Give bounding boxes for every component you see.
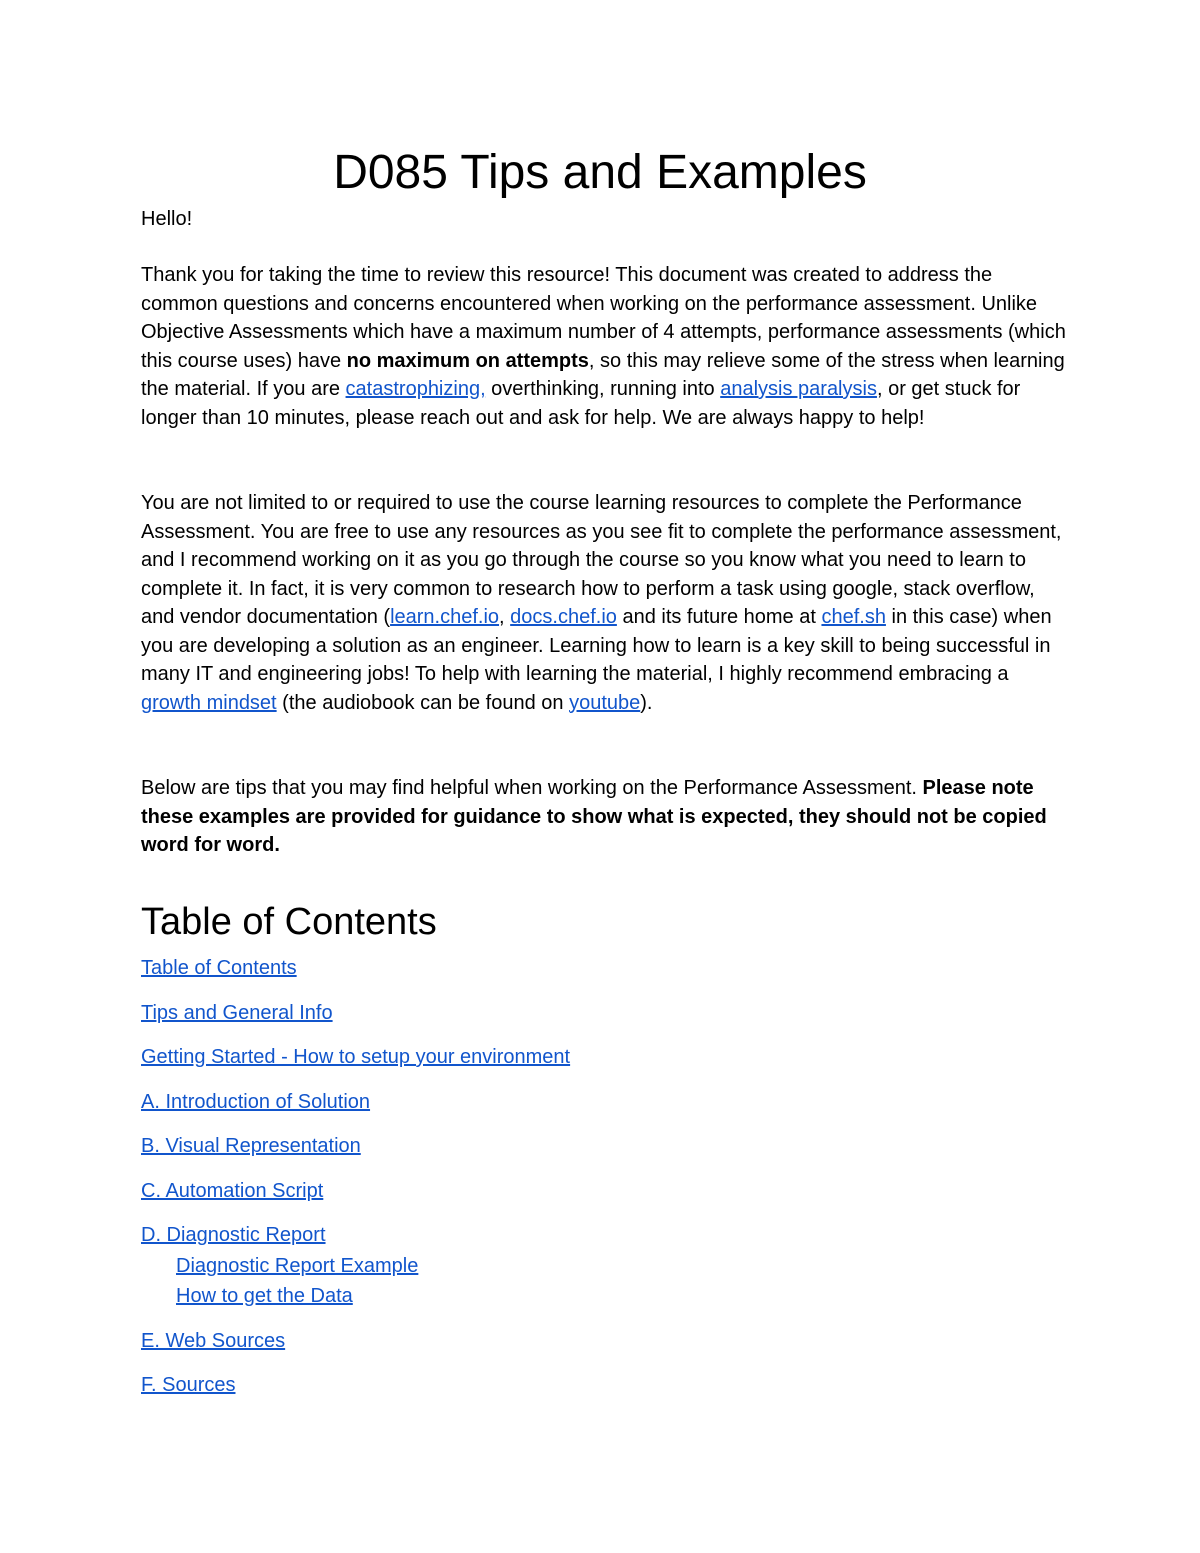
toc-item-tips-general-info[interactable]: Tips and General Info xyxy=(141,1002,333,1024)
toc-item-diagnostic-report[interactable]: D. Diagnostic Report xyxy=(141,1224,326,1246)
resources-text-2: , xyxy=(499,606,511,628)
toc-item-sources[interactable]: F. Sources xyxy=(141,1374,236,1396)
link-docs-chef[interactable]: docs.chef.io xyxy=(510,606,617,628)
resources-text-4: in this case) when you are developing a solution as an engineer. Learning how to learn is a key skill to being successful in many IT and engineering jobs! To help with learning the material, I highly recommend embracing a xyxy=(141,606,1052,685)
toc-item-web-sources[interactable]: E. Web Sources xyxy=(141,1330,286,1352)
toc-item-diagnostic-report-example[interactable]: Diagnostic Report Example xyxy=(176,1255,419,1277)
resources-paragraph xyxy=(141,489,1066,717)
link-learn-chef[interactable]: learn.chef.io xyxy=(390,606,500,628)
toc-heading: Table of Contents xyxy=(141,901,437,943)
intro-text-2: , so this may relieve some of the stress when learning the material. If you are xyxy=(141,349,1065,400)
resources-text-6: ). xyxy=(640,691,653,714)
document-title: D085 Tips and Examples xyxy=(333,146,867,199)
greeting: Hello! xyxy=(141,208,193,230)
link-growth-mindset[interactable]: growth mindset xyxy=(141,691,277,714)
toc-item-visual-representation[interactable]: B. Visual Representation xyxy=(141,1135,361,1157)
intro-text-4: , or get stuck for longer than 10 minutes, please reach out and ask for help. We are always happy to help! xyxy=(141,378,1021,429)
tips-text: Below are tips that you may find helpful when working on the Performance Assessment. xyxy=(141,777,923,799)
toc-item-introduction[interactable]: A. Introduction of Solution xyxy=(141,1091,371,1113)
intro-text-1: Thank you for taking the time to review this resource! This document was created to address the common questions and concerns encountered when working on the performance assessment. Unlike Objective Assessments which have a maximum number of 4 attempts, performance assessments (which this course uses) have xyxy=(141,264,1066,372)
link-catastrophizing[interactable]: catastrophizing, xyxy=(345,378,486,400)
intro-text-3: overthinking, running into xyxy=(485,378,721,400)
intro-paragraph xyxy=(141,261,1066,432)
toc-item-how-to-get-data[interactable]: How to get the Data xyxy=(176,1285,353,1307)
toc-item-getting-started[interactable]: Getting Started - How to setup your environment xyxy=(141,1046,571,1068)
resources-text-1: You are not limited to or required to use the course learning resources to complete the Performance Assessment. You are free to use any resources as you see fit to complete the performance assessment, and I recommend working on it as you go through the course so you know what you need to learn to complete it. In fact, it is very common to research how to perform a task using google, stack overflow, and vendor documentation ( xyxy=(141,492,1062,628)
tips-bold-text: Please note these examples are provided for guidance to show what is expected, they should not be copied word for word. xyxy=(141,777,1047,856)
link-youtube[interactable]: youtube xyxy=(569,691,641,714)
link-chef-sh[interactable]: chef.sh xyxy=(821,606,886,628)
resources-text-5: (the audiobook can be found on xyxy=(276,691,570,714)
intro-bold-text: no maximum on attempts xyxy=(346,349,589,372)
resources-text-3: and its future home at xyxy=(616,606,822,628)
toc-item-table-of-contents[interactable]: Table of Contents xyxy=(141,957,297,979)
link-analysis-paralysis[interactable]: analysis paralysis xyxy=(720,378,877,400)
tips-paragraph xyxy=(141,774,1066,860)
toc-item-automation-script[interactable]: C. Automation Script xyxy=(141,1180,324,1202)
